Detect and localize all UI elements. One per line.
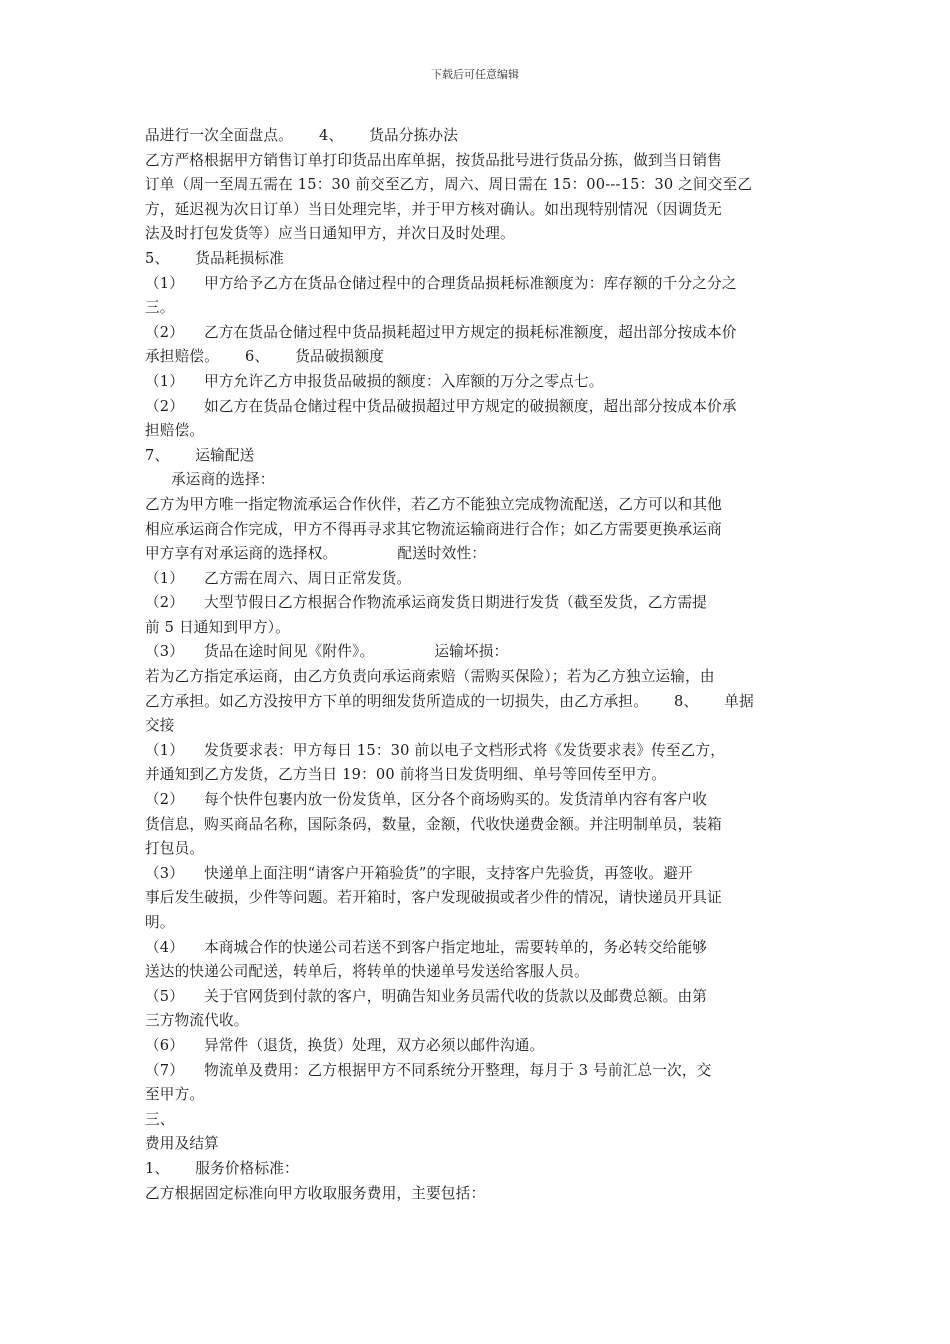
- text-line: 乙方为甲方唯一指定物流承运合作伙伴，若乙方不能独立完成物流配送，乙方可以和其他: [145, 495, 722, 513]
- text-line: 乙方严格根据甲方销售订单打印货品出库单据，按货品批号进行货品分拣，做到当日销售: [145, 151, 722, 169]
- list-item: （1） 乙方需在周六、周日正常发货。: [145, 569, 412, 587]
- text-line: 品进行一次全面盘点。 4、 货品分拣办法: [145, 127, 458, 144]
- text-line: 明。: [145, 914, 175, 931]
- section-heading: 费用及结算: [145, 1135, 219, 1153]
- text-line: 并通知到乙方发货，乙方当日 19：00 前将当日发货明细、单号等回传至甲方。: [145, 766, 667, 784]
- document-body: [145, 124, 815, 1206]
- text-line: 乙方承担。如乙方没按甲方下单的明细发货所造成的一切损失，由乙方承担。 8、 单据: [145, 692, 754, 710]
- text-line: 若为乙方指定承运商，由乙方负责向承运商索赔（需购买保险）；若为乙方独立运输，由: [145, 668, 715, 686]
- list-item: （6） 异常件（退货，换货）处理，双方必须以邮件沟通。: [145, 1036, 545, 1054]
- text-line: 事后发生破损，少件等问题。若开箱时，客户发现破损或者少件的情况，请快递员开具证: [145, 889, 722, 907]
- text-line: 乙方根据固定标准向甲方收取服务费用，主要包括：: [145, 1184, 486, 1202]
- list-item: （1） 甲方给予乙方在货品仓储过程中的合理货品损耗标准额度为：库存额的千分之分之: [145, 274, 737, 292]
- text-line: 甲方享有对承运商的选择权。 配送时效性：: [145, 545, 487, 563]
- text-line: 法及时打包发货等）应当日通知甲方，并次日及时处理。: [145, 225, 515, 243]
- list-item: （2） 如乙方在货品仓储过程中货品破损超过甲方规定的破损额度，超出部分按成本价承: [145, 397, 737, 415]
- text-line: 送达的快递公司配送，转单后，将转单的快递单号发送给客服人员。: [145, 963, 589, 981]
- text-line: 承担赔偿。 6、 货品破损额度: [145, 348, 385, 366]
- list-item: （2） 每个快件包裹内放一份发货单，区分各个商场购买的。发货清单内容有客户收: [145, 791, 708, 809]
- page-header-note: 下载后可任意编辑: [431, 68, 519, 81]
- text-line: 方，延迟视为次日订单）当日处理完毕，并于甲方核对确认。如出现特别情况（因调货无: [145, 200, 722, 218]
- list-item: （3） 货品在途时间见《附件》。 运输坏损：: [145, 643, 509, 661]
- list-item: （2） 大型节假日乙方根据合作物流承运商发货日期进行发货（截至发货，乙方需提: [145, 594, 708, 612]
- text-line: 货信息，购买商品名称，国际条码，数量，金额，代收快递费金额。并注明制单员，装箱: [145, 815, 722, 833]
- text-line: 前 5 日通知到甲方）。: [145, 618, 291, 636]
- list-item: （7） 物流单及费用：乙方根据甲方不同系统分开整理，每月于 3 号前汇总一次，交: [145, 1061, 712, 1079]
- text-line: 三。: [145, 299, 175, 317]
- text-line: 订单（周一至周五需在 15：30 前交至乙方，周六、周日需在 15：00---15：30 之间交至乙: [145, 176, 753, 194]
- list-item: （3） 快递单上面注明“请客户开箱验货”的字眼，支持客户先验货，再签收。避开: [145, 864, 693, 882]
- text-line: 交接: [145, 717, 175, 735]
- text-line: 担赔偿。: [145, 422, 205, 440]
- list-item: （1） 甲方允许乙方申报货品破损的额度：入库额的万分之零点七。: [145, 372, 604, 390]
- section-heading: 5、 货品耗损标准: [145, 249, 285, 267]
- text-line: 相应承运商合作完成，甲方不得再寻求其它物流运输商进行合作；如乙方需要更换承运商: [145, 520, 722, 538]
- section-heading: 1、 服务价格标准：: [145, 1159, 299, 1177]
- list-item: （1） 发货要求表：甲方每日 15：30 前以电子文档形式将《发货要求表》传至乙方，: [145, 741, 726, 759]
- text-line: 三方物流代收。: [145, 1012, 249, 1030]
- text-line: 承运商的选择：: [171, 471, 275, 489]
- list-item: （5） 关于官网货到付款的客户，明确告知业务员需代收的货款以及邮费总额。由第: [145, 987, 708, 1005]
- section-heading: 7、 运输配送: [145, 446, 255, 464]
- text-line: 打包员。: [145, 840, 205, 858]
- text-line: 至甲方。: [145, 1086, 205, 1104]
- list-item: （4） 本商城合作的快递公司若送不到客户指定地址，需要转单的，务必转交给能够: [145, 938, 708, 956]
- list-item: （2） 乙方在货品仓储过程中货品损耗超过甲方规定的损耗标准额度，超出部分按成本价: [145, 323, 737, 341]
- section-heading: 三、: [145, 1110, 175, 1128]
